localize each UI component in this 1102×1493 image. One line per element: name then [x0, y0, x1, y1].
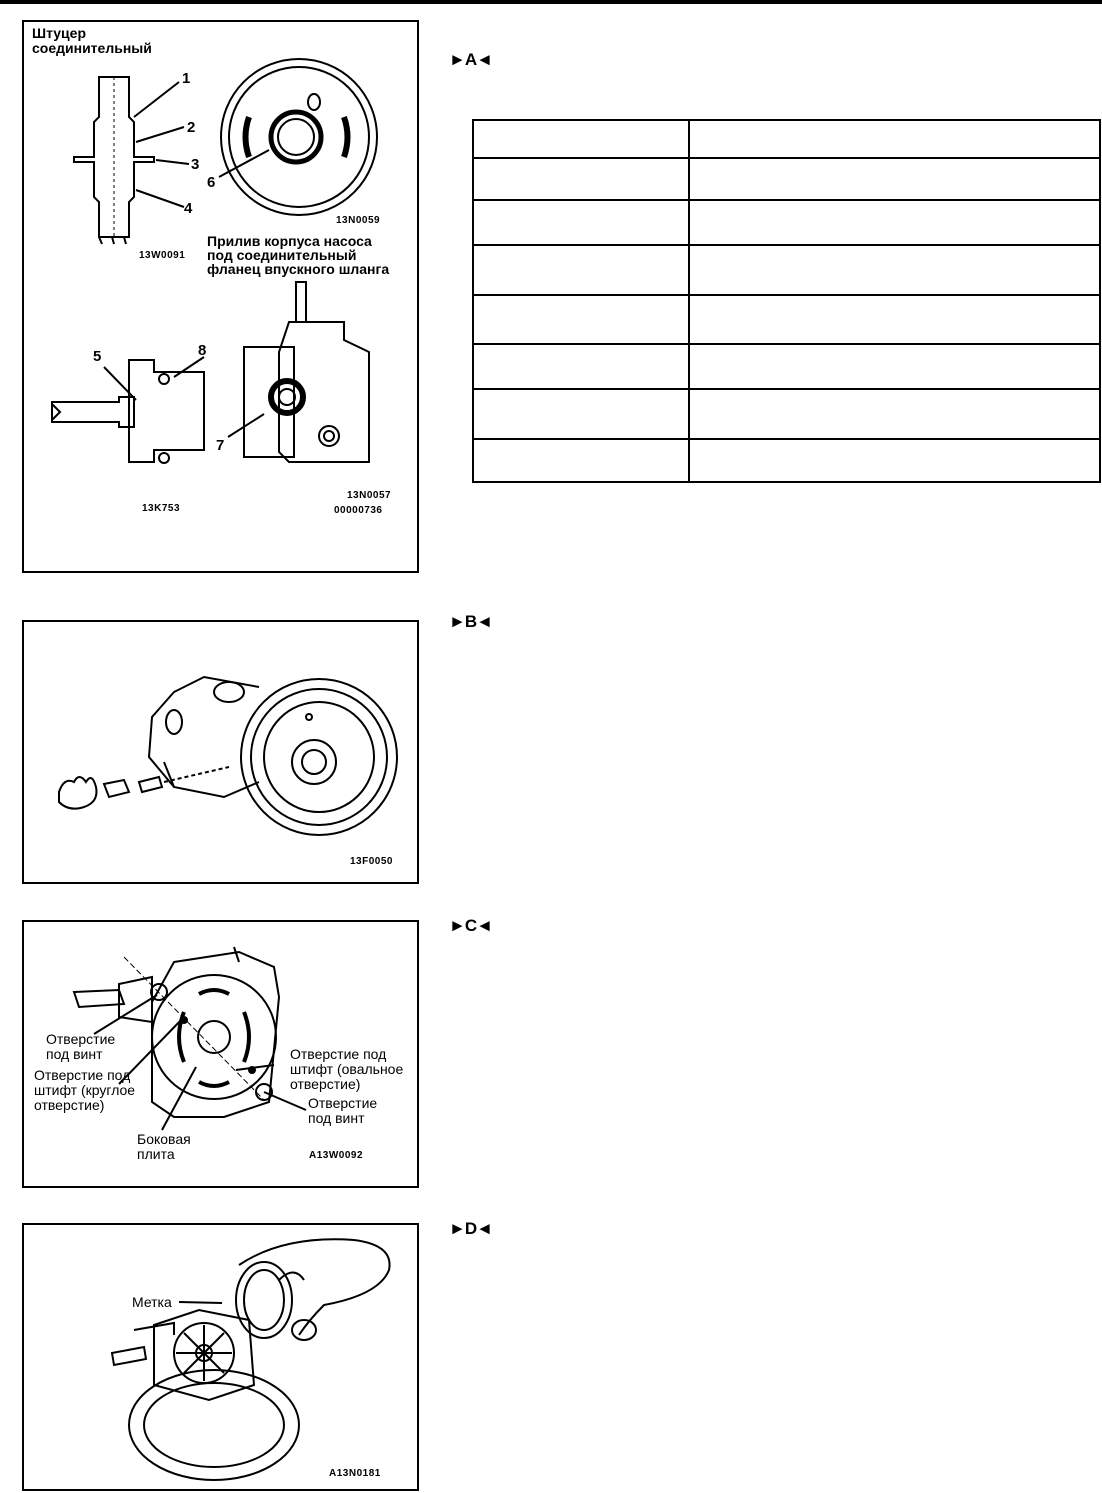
section-marker-d: ►D◄: [449, 1219, 492, 1238]
pump-valve-drawing: [24, 622, 419, 884]
figure-code: A13N0181: [329, 1468, 381, 1479]
figure-code: 00000736: [334, 505, 383, 516]
callout-5: 5: [93, 348, 102, 365]
section-marker-a: ►A◄: [449, 50, 492, 69]
mark-label: Метка: [132, 1294, 172, 1310]
table-row: [473, 245, 1100, 295]
fitting-title: Штуцер соединительный: [32, 25, 152, 56]
figure-cam-ring-installation: [22, 1223, 419, 1491]
table-row: [473, 439, 1100, 482]
side-plate-label: Боковая плита: [137, 1131, 191, 1162]
figure-code: 13W0091: [139, 250, 186, 261]
table-row: [473, 389, 1100, 439]
callout-3: 3: [191, 156, 200, 173]
callout-8: 8: [198, 342, 207, 359]
oval-pin-hole-label: Отверстие под штифт (овальное отверстие): [290, 1046, 404, 1092]
screw-hole-label-right: Отверстие под винт: [308, 1095, 378, 1126]
figure-code: 13K753: [142, 503, 181, 514]
figure-code: 13N0057: [347, 490, 392, 501]
table-row: [473, 120, 1100, 158]
figure-fitting-and-pump-body: [22, 20, 419, 573]
spec-table: [472, 119, 1101, 483]
table-row: [473, 344, 1100, 389]
cam-ring-drawing: [24, 1225, 419, 1491]
callout-7: 7: [216, 437, 225, 454]
top-rule: [0, 0, 1102, 4]
pump-boss-label: Прилив корпуса насоса под соединительный фланец впускного шланга: [207, 233, 390, 277]
figure-code: 13F0050: [350, 856, 393, 867]
callout-4: 4: [184, 200, 193, 217]
table-row: [473, 295, 1100, 345]
round-pin-hole-label: Отверстие под штифт (круглое отверстие): [34, 1067, 136, 1113]
table-row: [473, 200, 1100, 245]
section-marker-b: ►B◄: [449, 612, 492, 631]
figure-code: A13W0092: [309, 1150, 364, 1161]
table-row: [473, 158, 1100, 200]
figure-pump-with-valve: [22, 620, 419, 884]
callout-2: 2: [187, 119, 196, 136]
figure-code: 13N0059: [336, 215, 381, 226]
callout-1: 1: [182, 70, 191, 87]
callout-6: 6: [207, 174, 216, 191]
figure-side-plate: [22, 920, 419, 1188]
screw-hole-label-left: Отверстие под винт: [46, 1031, 116, 1062]
section-marker-c: ►C◄: [449, 916, 492, 935]
